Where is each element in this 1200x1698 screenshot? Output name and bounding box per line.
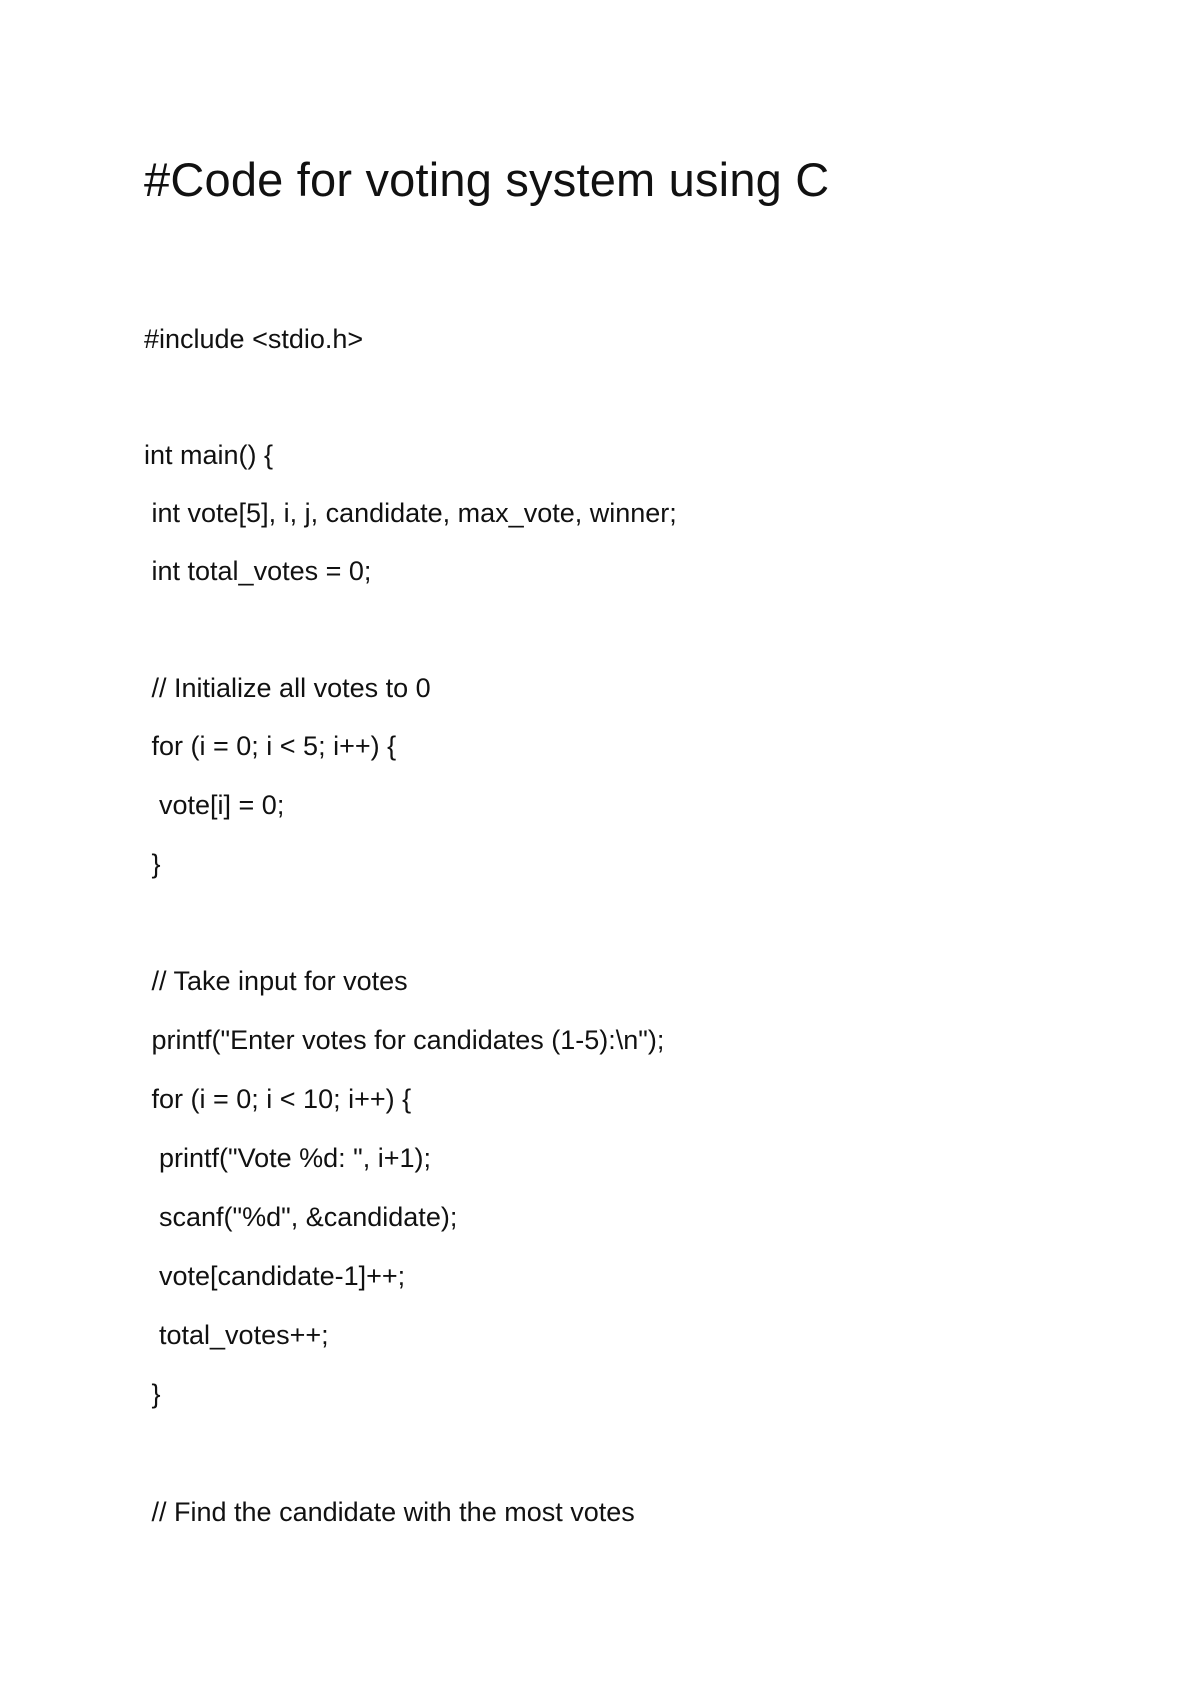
code-block bbox=[144, 0, 1144, 1698]
code-line: // Initialize all votes to 0 bbox=[144, 673, 431, 703]
code-line: } bbox=[144, 849, 161, 879]
code-line: total_votes++; bbox=[144, 1320, 329, 1350]
code-line: #include <stdio.h> bbox=[144, 324, 364, 354]
code-line: // Take input for votes bbox=[144, 966, 408, 996]
code-line: vote[i] = 0; bbox=[144, 790, 285, 820]
code-line: for (i = 0; i < 10; i++) { bbox=[144, 1084, 412, 1114]
code-line: printf("Enter votes for candidates (1-5):\n"); bbox=[144, 1025, 665, 1055]
code-line: // Find the candidate with the most votes bbox=[144, 1497, 635, 1527]
code-line: int total_votes = 0; bbox=[144, 556, 372, 586]
code-line: } bbox=[144, 1379, 161, 1409]
code-line: int main() { bbox=[144, 440, 274, 470]
code-line: printf("Vote %d: ", i+1); bbox=[144, 1143, 432, 1173]
code-line: vote[candidate-1]++; bbox=[144, 1261, 406, 1291]
code-line: scanf("%d", &candidate); bbox=[144, 1202, 458, 1232]
code-line: for (i = 0; i < 5; i++) { bbox=[144, 731, 397, 761]
page-title: #Code for voting system using C bbox=[144, 153, 830, 206]
code-line: int vote[5], i, j, candidate, max_vote, winner; bbox=[144, 498, 677, 528]
